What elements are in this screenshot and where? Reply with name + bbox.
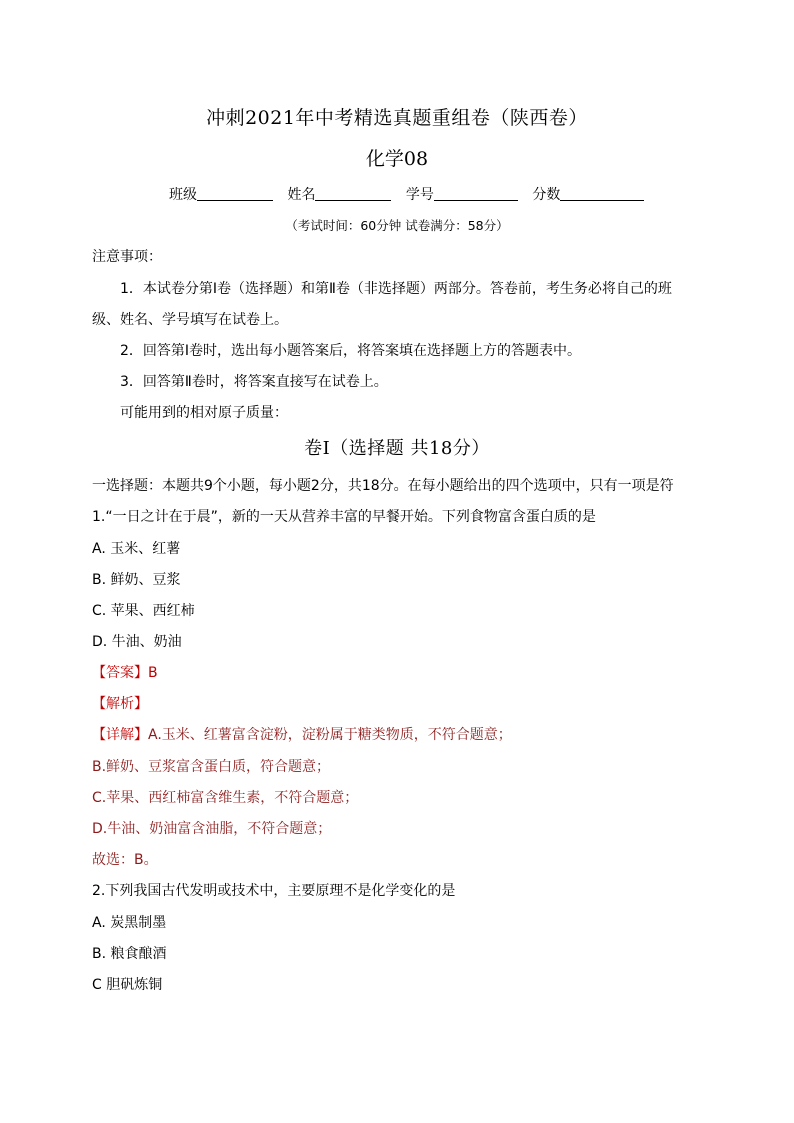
info-fields	[169, 186, 644, 204]
notes-item-1-line-2: 级、姓名、学号填写在试卷上。	[92, 312, 288, 328]
answer-label: 【答案】	[92, 665, 148, 681]
name-label: 姓名	[287, 187, 316, 203]
notes-heading: 注意事项：	[92, 249, 162, 265]
question-1-detail-a	[92, 726, 512, 744]
exam-info: （考试时间：60分钟 试卷满分：58分）	[285, 218, 509, 233]
question-1-detail-c: C.苹果、西红柿富含维生素，不符合题意；	[92, 790, 359, 806]
question-1-option-d: D. 牛油、奶油	[92, 634, 182, 650]
answer-value: B	[148, 665, 158, 681]
question-1-option-a: A. 玉米、红薯	[92, 541, 181, 557]
detail-label: 【详解】	[92, 727, 148, 743]
question-1-stem: 1.“一日之计在于晨”，新的一天从营养丰富的早餐开始。下列食物富含蛋白质的是	[92, 509, 596, 525]
question-2-option-a: A. 炭黑制墨	[92, 915, 167, 931]
question-2-option-b: B. 粮食酿酒	[92, 946, 167, 962]
section-1-heading: 卷Ⅰ（选择题 共18分）	[304, 438, 490, 459]
question-2-option-c: C 胆矾炼铜	[92, 977, 163, 993]
question-1-analysis-label: 【解析】	[92, 696, 148, 712]
notes-item-3: 3．回答第Ⅱ卷时，将答案直接写在试卷上。	[120, 374, 388, 390]
question-1-option-b: B. 鲜奶、豆浆	[92, 572, 181, 588]
question-1-detail-d: D.牛油、奶油富含油脂，不符合题意；	[92, 821, 332, 837]
question-1-answer	[92, 664, 158, 682]
class-label: 班级	[169, 187, 197, 203]
class-field	[169, 186, 273, 204]
notes-item-1-line-1: 1．本试卷分第Ⅰ卷（选择题）和第Ⅱ卷（非选择题）两部分。答卷前，考生务必将自己的班	[120, 281, 672, 297]
student-id-label: 学号	[405, 187, 434, 203]
detail-a-text: A.玉米、红薯富含淀粉，淀粉属于糖类物质，不符合题意；	[148, 727, 512, 743]
score-label: 分数	[532, 187, 561, 203]
question-1-conclusion: 故选：B。	[92, 852, 158, 868]
page-subtitle: 化学08	[365, 148, 429, 170]
atomic-mass-note: 可能用到的相对原子质量：	[120, 405, 288, 421]
name-field	[287, 186, 391, 204]
student-id-field	[406, 186, 518, 204]
section-1-intro: 一选择题：本题共9个小题，每小题2分，共18分。在每小题给出的四个选项中，只有一项是符	[92, 478, 674, 494]
question-1-detail-b: B.鲜奶、豆浆富含蛋白质，符合题意；	[92, 759, 331, 775]
question-1-option-c: C. 苹果、西红柿	[92, 603, 195, 619]
notes-item-2: 2．回答第Ⅰ卷时，选出每小题答案后，将答案填在选择题上方的答题表中。	[120, 343, 582, 359]
score-field	[532, 186, 644, 204]
question-2-stem: 2.下列我国古代发明或技术中，主要原理不是化学变化的是	[92, 883, 456, 899]
page-title: 冲刺2021年中考精选真题重组卷（陕西卷）	[206, 107, 588, 129]
